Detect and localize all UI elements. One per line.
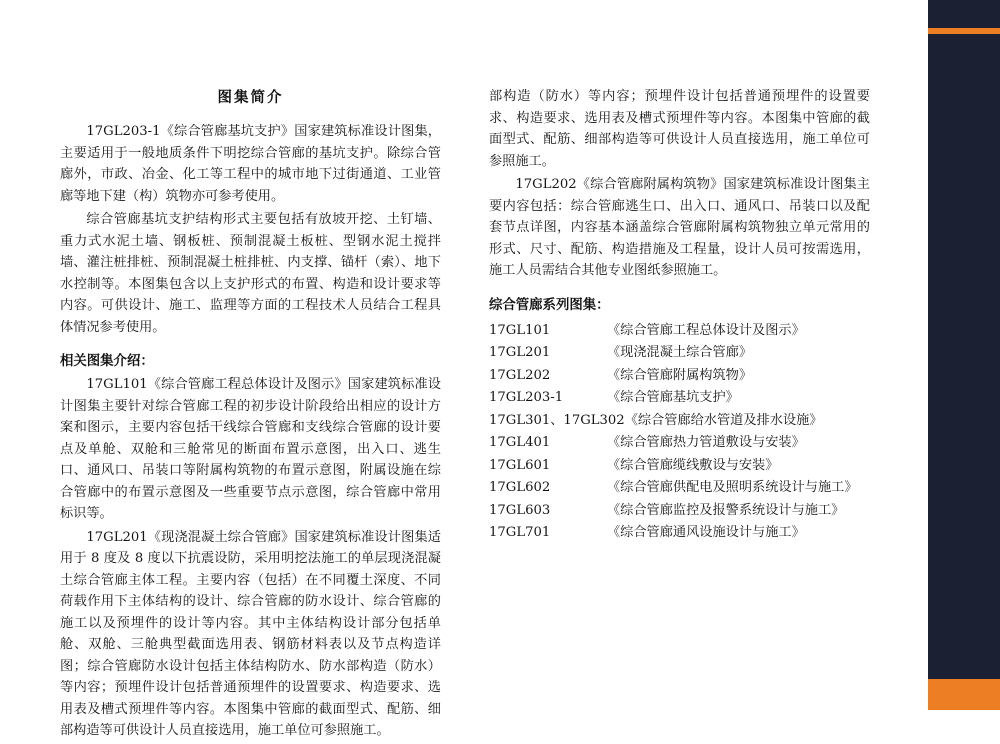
list-item (489, 410, 870, 433)
series-name: 《综合管廊工程总体设计及图示》 (607, 322, 805, 338)
decor-bar-top-dark (928, 0, 1000, 28)
list-item (489, 342, 870, 365)
list-item (489, 365, 870, 388)
series-name: 《综合管廊给水管道及排水设施》 (624, 412, 823, 428)
two-column-body (60, 86, 870, 744)
series-code: 17GL301、17GL302 (489, 412, 625, 428)
list-item (489, 455, 870, 478)
intro-paragraph-2: 综合管廊基坑支护结构形式主要包括有放坡开挖、土钉墙、重力式水泥土墙、钢板桩、预制混凝土板桩、型钢水泥土搅拌墙、灌注桩排桩、预制混凝土桩排桩、内支撑、锚杆（索）、地下水控制等。本图集包含以上支护形式的布置、构造和设计要求等内容。可供设计、施工、监理等方面的工程技术人员结合工程具体情况参考使用。 (60, 212, 441, 335)
list-item (489, 522, 870, 545)
series-code: 17GL203-1 (489, 390, 564, 405)
series-name: 《综合管廊通风设施设计与施工》 (607, 525, 805, 540)
series-code: 17GL101 (489, 322, 551, 338)
list-item (489, 432, 870, 455)
intro-paragraph-1: 17GL203-1《综合管廊基坑支护》国家建筑标准设计图集，主要适用于一般地质条件下明挖综合管廊的基坑支护。除综合管廊外，市政、冶金、化工等工程中的城市地下过街通道、工业管廊等地下建（构）筑物亦可参考使用。 (60, 124, 441, 204)
series-code: 17GL603 (489, 502, 551, 518)
continued-paragraph: 部构造（防水）等内容；预埋件设计包括普通预埋件的设置要求、构造要求、选用表及槽式预埋件等内容。本图集中管廊的截面型式、配筋、细部构造等可供设计人员直接选用，施工单位可参照施工。 (489, 89, 870, 169)
decor-bar-bottom-accent (928, 679, 1000, 710)
series-code: 17GL201 (489, 345, 551, 360)
series-list (489, 320, 870, 545)
series-name: 《综合管廊基坑支护》 (607, 390, 739, 405)
related-paragraph-17gl201: 17GL201《现浇混凝土综合管廊》国家建筑标准设计图集适用于 8 度及 8 度以下抗震设防，采用明挖法施工的单层现浇混凝土综合管廊主体工程。主要内容（包括）在不同覆土深度、不同荷载作用下主体结构的设计、综合管廊的防水设计、综合管廊的施工以及预埋件的设计等内容。其中主体结构设计部分包括单舱、双舱、三舱典型截面选用表、钢筋材料表以及节点构造详图；综合管廊防水设计包括主体结构防水、防水部构造（防水）等内容；预埋件设计包括普通预埋件的设置要求、构造要求、选用表及槽式预埋件等内容。本图集中管廊的截面型式、配筋、细部构造等可供设计人员直接选用，施工单位可参照施工。 (60, 529, 441, 738)
series-name: 《现浇混凝土综合管廊》 (607, 345, 753, 360)
list-item (489, 387, 870, 410)
decor-bar-side-dark (928, 34, 1000, 679)
series-code: 17GL701 (489, 525, 551, 540)
list-item (489, 477, 870, 500)
series-name: 《综合管廊缆线敷设与安装》 (607, 457, 779, 473)
list-item (489, 500, 870, 523)
left-column (60, 86, 441, 744)
series-code: 17GL601 (489, 457, 551, 473)
page-title: 图集简介 (217, 89, 284, 106)
series-name: 《综合管廊热力管道敷设与安装》 (607, 435, 805, 450)
right-column (489, 86, 870, 744)
paragraph-17gl202: 17GL202《综合管廊附属构筑物》国家建筑标准设计图集主要内容包括：综合管廊逃生口、出入口、通风口、吊装口以及配套节点详图，内容基本涵盖综合管廊附属构筑物独立单元常用的形式、尺寸、配筋、构造措施及工程量，设计人员可按需选用，施工人员需结合其他专业图纸参照施工。 (489, 177, 870, 278)
related-atlases-heading: 相关图集介绍： (60, 353, 154, 369)
series-name: 《综合管廊监控及报警系统设计与施工》 (607, 502, 845, 518)
series-name: 《综合管廊供配电及照明系统设计与施工》 (607, 480, 858, 495)
series-code: 17GL602 (489, 480, 551, 495)
list-item (489, 320, 870, 343)
series-name: 《综合管廊附属构筑物》 (607, 367, 753, 383)
related-paragraph-17gl101: 17GL101《综合管廊工程总体设计及图示》国家建筑标准设计图集主要针对综合管廊工程的初步设计阶段给出相应的设计方案和图示，主要内容包括干线综合管廊和支线综合管廊的设计要点及单舱、双舱和三舱常见的断面布置示意图，出入口、逃生口、通风口、吊装口等附属构筑物的布置示意图，附属设施在综合管廊中的布置示意图及一些重要节点示意图，综合管廊中常用标识等。 (60, 377, 441, 521)
series-code: 17GL202 (489, 367, 551, 383)
series-heading: 综合管廊系列图集： (489, 296, 610, 313)
series-code: 17GL401 (489, 435, 551, 450)
